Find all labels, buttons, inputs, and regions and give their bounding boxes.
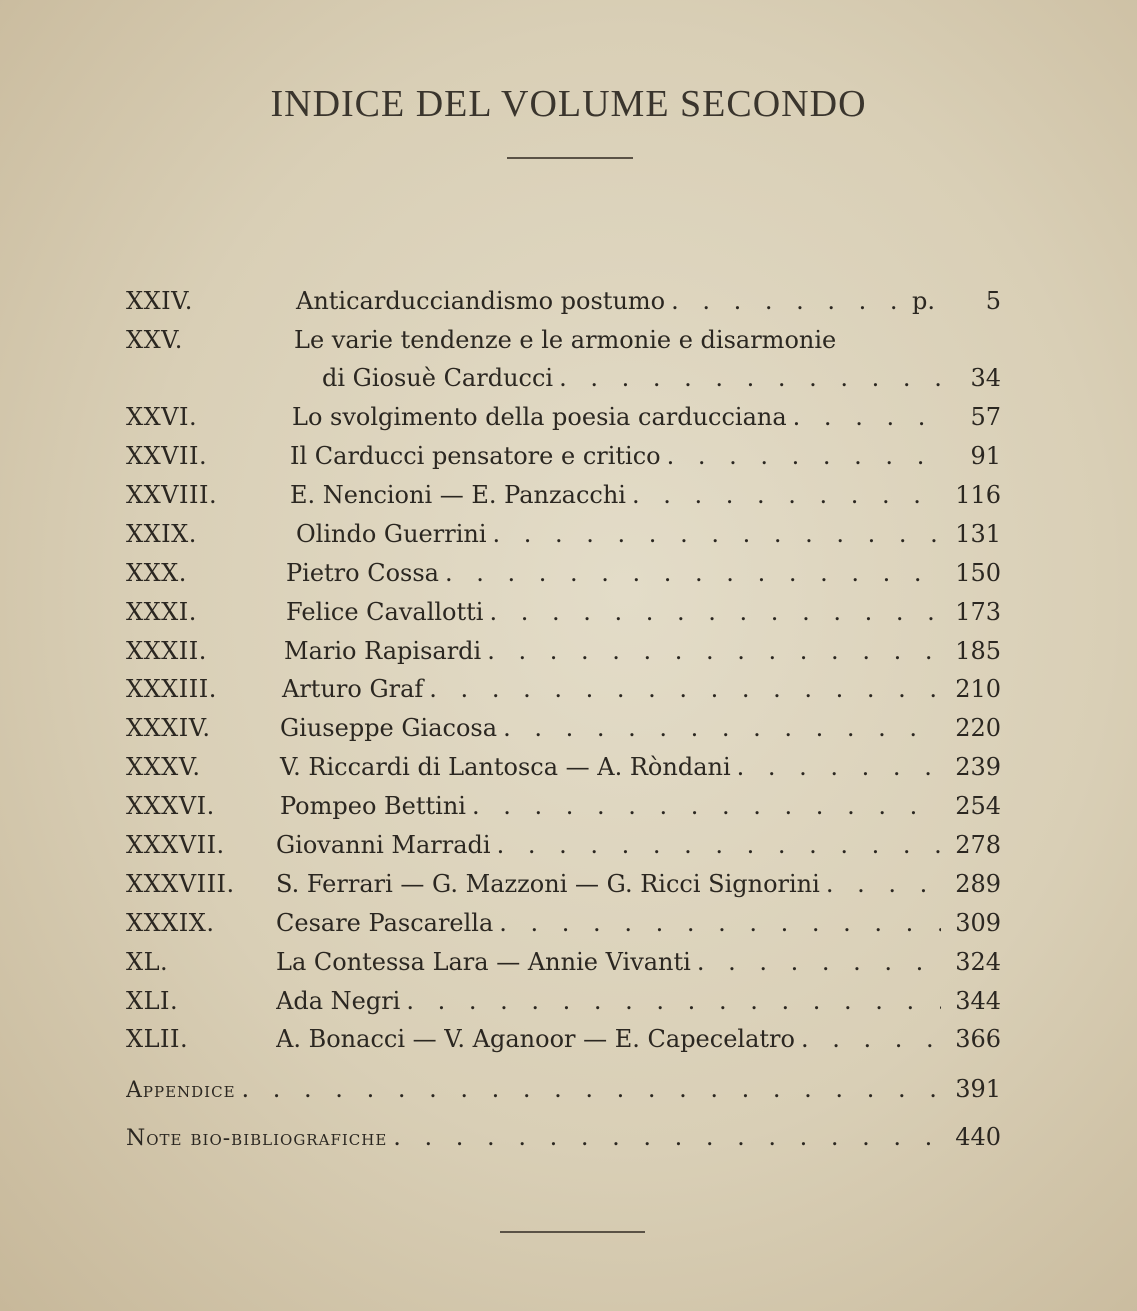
toc-row-xxxiv bbox=[126, 709, 1001, 747]
end-divider bbox=[500, 1231, 645, 1233]
chapter-number: XXXIV. bbox=[126, 714, 211, 742]
leader-dots bbox=[429, 670, 941, 708]
toc-row-xxvi bbox=[126, 398, 1001, 436]
page-number: 210 bbox=[955, 675, 1001, 703]
chapter-title: La Contessa Lara — Annie Vivanti bbox=[276, 948, 691, 976]
page-number: 131 bbox=[955, 520, 1001, 548]
page-prefix: p. bbox=[912, 287, 935, 315]
leader-dots bbox=[445, 554, 941, 592]
toc-row-xl bbox=[126, 943, 1001, 981]
page-number: 309 bbox=[955, 909, 1001, 937]
notes-title: Note bio-bibliografiche bbox=[126, 1126, 388, 1151]
chapter-title: Giovanni Marradi bbox=[276, 831, 491, 859]
chapter-title: Il Carducci pensatore e critico bbox=[290, 442, 661, 470]
page-number: 220 bbox=[955, 714, 1001, 742]
toc-row-xxix bbox=[126, 515, 1001, 553]
page-number: 173 bbox=[955, 598, 1001, 626]
leader-dots bbox=[697, 943, 941, 981]
chapter-number: XXV. bbox=[126, 326, 183, 354]
toc-row-xxxix bbox=[126, 904, 1001, 942]
chapter-title: Le varie tendenze e le armonie e disarmonie bbox=[294, 326, 837, 354]
page-number: 289 bbox=[955, 870, 1001, 898]
chapter-number: XXVIII. bbox=[126, 481, 218, 509]
chapter-title: Ada Negri bbox=[276, 987, 401, 1015]
page-number: 324 bbox=[955, 948, 1001, 976]
toc-row-xxx bbox=[126, 554, 1001, 592]
chapter-title: Giuseppe Giacosa bbox=[280, 714, 498, 742]
page-number: 239 bbox=[955, 753, 1001, 781]
toc-row-appendice bbox=[126, 1070, 1001, 1108]
chapter-number: XXIX. bbox=[126, 520, 197, 548]
page-number: 57 bbox=[970, 403, 1001, 431]
chapter-title: E. Nencioni — E. Panzacchi bbox=[290, 481, 626, 509]
leader-dots bbox=[499, 904, 941, 942]
toc-row-xli bbox=[126, 982, 1001, 1020]
leader-dots bbox=[826, 865, 941, 903]
page-title: INDICE DEL VOLUME SECONDO bbox=[270, 83, 867, 125]
chapter-title: Felice Cavallotti bbox=[286, 598, 484, 626]
chapter-title: Pietro Cossa bbox=[286, 559, 439, 587]
leader-dots bbox=[671, 282, 908, 320]
chapter-number: XXXVI. bbox=[126, 792, 215, 820]
toc-row-note bbox=[126, 1118, 1001, 1156]
leader-dots bbox=[801, 1020, 941, 1058]
leader-dots bbox=[493, 515, 941, 553]
chapter-title: Cesare Pascarella bbox=[276, 909, 494, 937]
chapter-title: Olindo Guerrini bbox=[296, 520, 487, 548]
leader-dots bbox=[632, 476, 941, 514]
leader-dots bbox=[667, 437, 941, 475]
chapter-number: XXXIII. bbox=[126, 675, 217, 703]
chapter-title: Arturo Graf bbox=[282, 675, 424, 703]
chapter-number: XXVI. bbox=[126, 403, 198, 431]
leader-dots bbox=[242, 1070, 941, 1108]
chapter-title: Mario Rapisardi bbox=[284, 637, 482, 665]
chapter-number: XXX. bbox=[126, 559, 187, 587]
chapter-title: V. Riccardi di Lantosca — A. Ròndani bbox=[280, 753, 731, 781]
leader-dots bbox=[489, 593, 941, 631]
page-number: 116 bbox=[955, 481, 1001, 509]
toc-row-xxxvii bbox=[126, 826, 1001, 864]
chapter-title: A. Bonacci — V. Aganoor — E. Capecelatro bbox=[276, 1025, 795, 1053]
leader-dots bbox=[559, 359, 941, 397]
leader-dots bbox=[503, 709, 941, 747]
chapter-number: XXXI. bbox=[126, 598, 197, 626]
chapter-number: XXXVII. bbox=[126, 831, 225, 859]
chapter-number: XXIV. bbox=[126, 287, 193, 315]
chapter-title: Lo svolgimento della poesia carducciana bbox=[292, 403, 787, 431]
toc-row-xxxv bbox=[126, 748, 1001, 786]
leader-dots bbox=[793, 398, 941, 436]
page-number: 278 bbox=[955, 831, 1001, 859]
toc-row-xxiv bbox=[126, 282, 1001, 320]
page-number: 185 bbox=[955, 637, 1001, 665]
leader-dots bbox=[472, 787, 941, 825]
page-number: 34 bbox=[970, 364, 1001, 392]
toc-row-xxv bbox=[126, 321, 1001, 359]
chapter-number: XXVII. bbox=[126, 442, 208, 470]
page-number: 5 bbox=[985, 287, 1001, 315]
toc-row-xlii bbox=[126, 1020, 1001, 1058]
chapter-title: Anticarducciandismo postumo bbox=[296, 287, 666, 315]
page-number: 391 bbox=[955, 1075, 1001, 1103]
page-number: 254 bbox=[955, 792, 1001, 820]
chapter-title: Pompeo Bettini bbox=[280, 792, 466, 820]
leader-dots bbox=[737, 748, 941, 786]
toc-row-xxv-continued bbox=[126, 359, 1001, 397]
chapter-number: XLI. bbox=[126, 987, 179, 1015]
toc-row-xxviii bbox=[126, 476, 1001, 514]
appendix-title: Appendice bbox=[126, 1078, 236, 1103]
chapter-number: XL. bbox=[126, 948, 169, 976]
chapter-title: di Giosuè Carducci bbox=[322, 364, 554, 392]
leader-dots bbox=[487, 632, 941, 670]
toc-row-xxxi bbox=[126, 593, 1001, 631]
chapter-number: XXXVIII. bbox=[126, 870, 235, 898]
chapter-number: XXXII. bbox=[126, 637, 207, 665]
toc-row-xxxiii bbox=[126, 670, 1001, 708]
page-number: 150 bbox=[955, 559, 1001, 587]
toc-row-xxvii bbox=[126, 437, 1001, 475]
chapter-number: XXXV. bbox=[126, 753, 201, 781]
toc-row-xxxvi bbox=[126, 787, 1001, 825]
chapter-number: XLII. bbox=[126, 1025, 189, 1053]
page-number: 440 bbox=[955, 1123, 1001, 1151]
leader-dots bbox=[406, 982, 941, 1020]
toc-row-xxxviii bbox=[126, 865, 1001, 903]
page-number: 366 bbox=[955, 1025, 1001, 1053]
page-number: 344 bbox=[955, 987, 1001, 1015]
leader-dots bbox=[497, 826, 941, 864]
page-number: 91 bbox=[970, 442, 1001, 470]
toc-row-xxxii bbox=[126, 632, 1001, 670]
leader-dots bbox=[393, 1118, 941, 1156]
chapter-number: XXXIX. bbox=[126, 909, 215, 937]
chapter-title: S. Ferrari — G. Mazzoni — G. Ricci Signorini bbox=[276, 870, 820, 898]
